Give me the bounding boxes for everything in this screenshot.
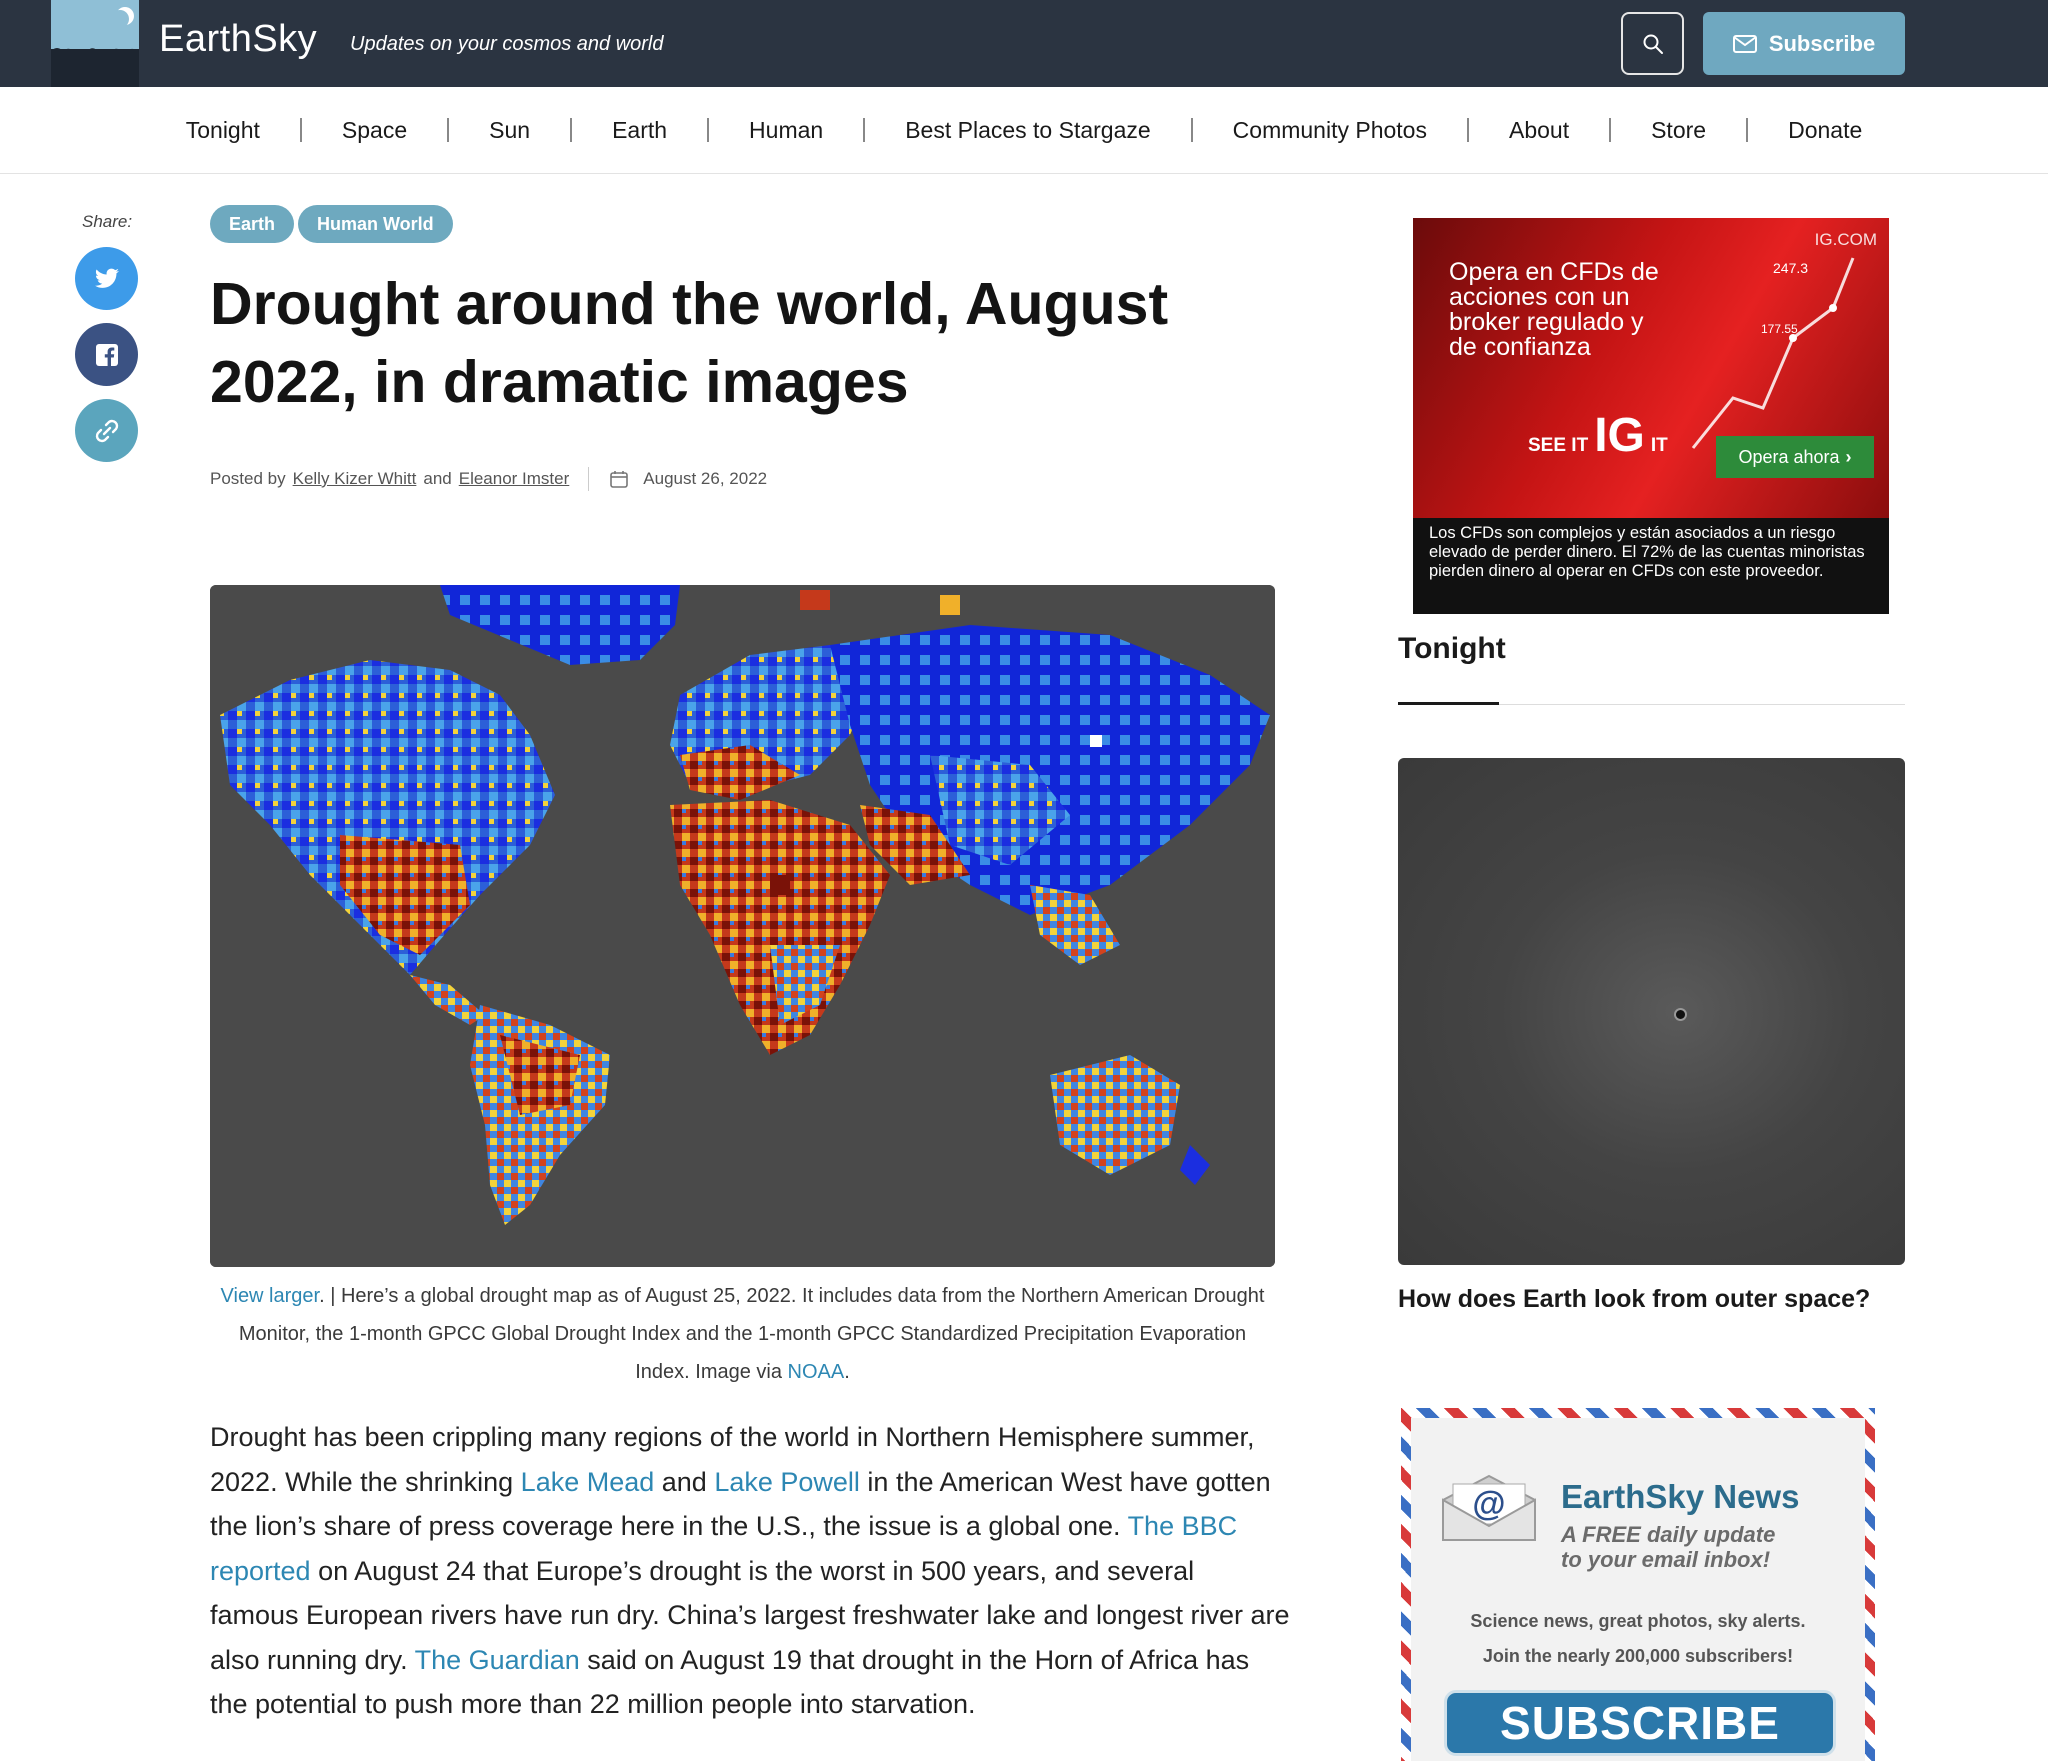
newsletter-subtitle-1: A FREE daily update — [1561, 1522, 1776, 1547]
drought-map-image[interactable] — [210, 585, 1275, 1267]
ad-cta-label: Opera ahora — [1738, 446, 1840, 467]
nav-item-about[interactable]: About — [1508, 116, 1570, 143]
image-caption — [210, 1277, 1275, 1391]
share-label: Share: — [82, 212, 133, 231]
byline-posted-by: Posted by — [210, 469, 286, 488]
sidebar-divider-accent — [1398, 702, 1499, 705]
sidebar-heading-tonight[interactable]: Tonight — [1398, 632, 1506, 665]
nav-item-donate[interactable]: Donate — [1788, 116, 1863, 143]
publish-date: August 26, 2022 — [643, 469, 768, 488]
site-logo[interactable] — [51, 0, 139, 87]
article-byline — [210, 467, 767, 491]
newsletter-title: EarthSky News — [1561, 1478, 1800, 1515]
link-icon — [92, 416, 122, 446]
newsletter-line-1: Science news, great photos, sky alerts. — [1470, 1611, 1806, 1631]
newsletter-subscribe-button[interactable]: SUBSCRIBE — [1444, 1690, 1836, 1756]
lake-powell-link[interactable]: Lake Powell — [714, 1466, 860, 1497]
body-text-5: said on August 19 that drought in the Horn of Africa has the potential to push more than 22 million people into starvation. — [210, 1644, 1250, 1719]
calendar-icon — [609, 469, 629, 489]
sidebar-story-title[interactable]: How does Earth look from outer space? — [1398, 1285, 1871, 1313]
world-drought-map — [210, 585, 1275, 1267]
body-text-1: Drought has been crippling many regions of the world in Northern Hemisphere summer, 2022. While the shrinking — [210, 1422, 1255, 1497]
nav-item-sun[interactable]: Sun — [489, 116, 531, 143]
author-link-2[interactable]: Eleanor Imster — [458, 469, 570, 488]
earth-dot — [1676, 1010, 1685, 1019]
chevron-right-icon: › — [1845, 446, 1852, 467]
nav-item-space[interactable]: Space — [341, 116, 408, 143]
twitter-icon — [94, 268, 120, 290]
ad-disclaimer: Los CFDs son complejos y están asociados a un riesgo elevado de perder dinero. El 72% de las cuentas minoristas pierden dinero al operar en CFDs con este proveedor. — [1429, 524, 1865, 580]
ad-logo — [1528, 408, 1668, 463]
caption-end: . — [844, 1361, 850, 1383]
advertisement[interactable] — [1413, 218, 1889, 614]
site-tagline: Updates on your cosmos and world — [350, 33, 664, 55]
bbc-link[interactable]: The BBC reported — [210, 1511, 1238, 1586]
main-nav — [0, 87, 2048, 174]
body-text-4: on August 24 that Europe’s drought is the worst in 500 years, and several famous European rivers have run dry. China’s largest freshwater lake and longest river are also running dry. — [210, 1555, 1290, 1675]
nav-item-best-places[interactable]: Best Places to Stargaze — [905, 116, 1151, 143]
tag-human-world[interactable]: Human World — [298, 205, 453, 243]
search-icon — [1642, 33, 1664, 55]
logo-ground — [51, 49, 139, 87]
article-title: Drought around the world, August 2022, in dramatic images — [210, 271, 1169, 415]
noaa-link[interactable]: NOAA — [787, 1361, 845, 1383]
moon-icon — [111, 10, 129, 28]
top-bar — [0, 0, 2048, 87]
nav-item-community-photos[interactable]: Community Photos — [1232, 116, 1427, 143]
share-facebook-button[interactable] — [75, 323, 138, 386]
body-text-2: and — [654, 1466, 715, 1497]
byline-and: and — [423, 469, 452, 488]
facebook-icon — [96, 344, 118, 366]
site-name[interactable]: EarthSky — [159, 18, 318, 60]
svg-text:@: @ — [1472, 1485, 1506, 1523]
share-link-button[interactable] — [75, 399, 138, 462]
ad-chart-value-2: 177.55 — [1761, 322, 1798, 336]
caption-text: . | Here’s a global drought map as of August 25, 2022. It includes data from the Northern American Drought Monitor, the 1-month GPCC Global Drought Index and the 1-month GPCC Standardized Precipitation Evaporation Index. Image via — [238, 1285, 1265, 1383]
newsletter-line-2: Join the nearly 200,000 subscribers! — [1482, 1646, 1794, 1666]
body-text-3: in the American West have gotten the lion’s share of press coverage here in the U.S., the issue is a global one. — [210, 1466, 1271, 1541]
ad-headline: Opera en CFDs de acciones con un broker regulado y de confianza — [1449, 258, 1659, 361]
nav-item-tonight[interactable]: Tonight — [185, 116, 260, 143]
ad-logo-ig: IG — [1594, 409, 1645, 462]
newsletter-subtitle — [1561, 1522, 1775, 1572]
share-twitter-button[interactable] — [75, 247, 138, 310]
ad-logo-it: IT — [1650, 435, 1668, 456]
article-tags — [210, 205, 453, 243]
ad-logo-see: SEE IT — [1528, 435, 1589, 456]
newsletter-signup-banner[interactable] — [1401, 1408, 1875, 1761]
nav-item-human[interactable]: Human — [749, 116, 824, 143]
ad-cta-button[interactable] — [1716, 436, 1874, 478]
search-button[interactable] — [1621, 12, 1684, 75]
ad-brand: IG.COM — [1814, 230, 1877, 249]
author-link-1[interactable]: Kelly Kizer Whitt — [292, 469, 417, 488]
newsletter-subtitle-2: to your email inbox! — [1561, 1547, 1771, 1572]
sidebar-story-image[interactable] — [1398, 758, 1905, 1265]
tag-earth[interactable]: Earth — [210, 205, 294, 243]
guardian-link[interactable]: The Guardian — [414, 1644, 580, 1675]
ad-chart-value-1: 247.3 — [1773, 260, 1809, 276]
view-larger-link[interactable]: View larger — [220, 1285, 320, 1307]
subscribe-button[interactable] — [1703, 12, 1905, 75]
envelope-at-icon — [1439, 1470, 1539, 1544]
subscribe-label: Subscribe — [1768, 30, 1876, 56]
lake-mead-link[interactable]: Lake Mead — [520, 1466, 655, 1497]
article-body — [210, 1415, 1290, 1727]
nav-item-store[interactable]: Store — [1651, 116, 1707, 143]
mail-icon — [1733, 35, 1757, 53]
nav-item-earth[interactable]: Earth — [612, 116, 668, 143]
byline-separator — [588, 467, 589, 491]
